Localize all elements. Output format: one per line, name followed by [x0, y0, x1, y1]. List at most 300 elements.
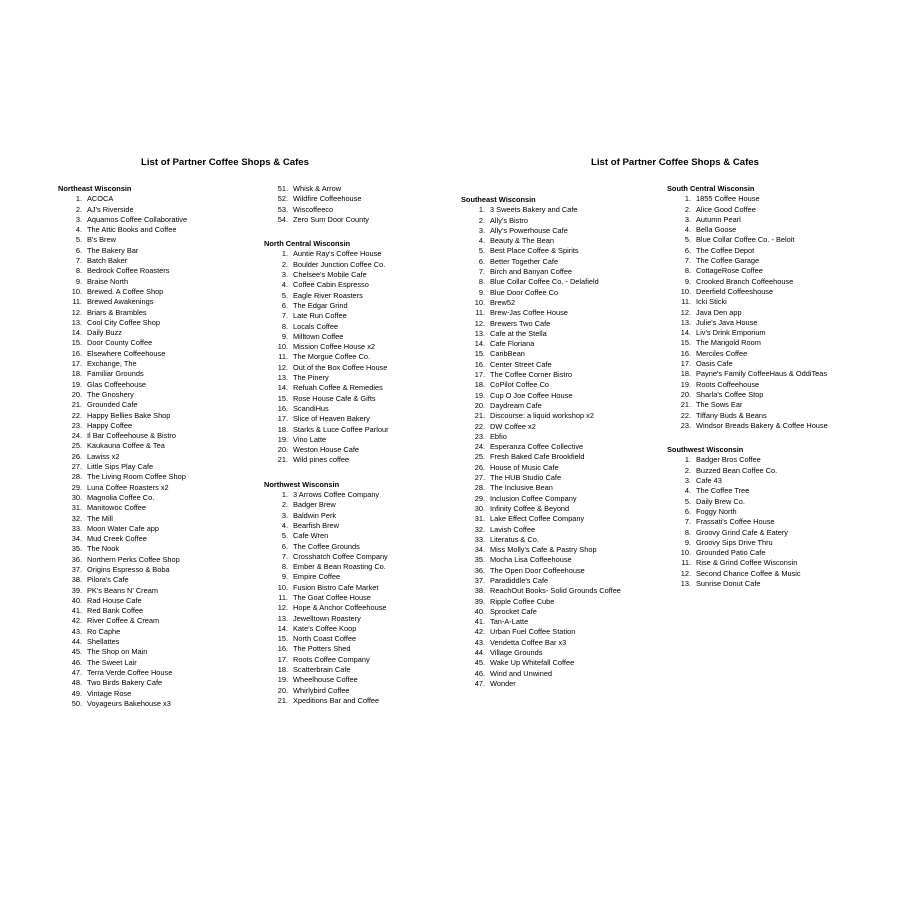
- item-number: 2.: [684, 465, 691, 475]
- item-number: 6.: [281, 541, 288, 551]
- item-number: 28.: [71, 472, 82, 482]
- item-number: 1.: [281, 490, 288, 500]
- item-number: 19.: [277, 675, 288, 685]
- list-item: [264, 675, 464, 685]
- item-name: Birch and Banyan Coffee: [490, 267, 573, 277]
- list-item: [264, 614, 464, 624]
- list-item: [667, 308, 867, 318]
- item-number: 15.: [474, 349, 485, 359]
- item-name: Coffee Cabin Espresso: [293, 280, 369, 290]
- list-item: [58, 318, 258, 328]
- item-number: 8.: [281, 321, 288, 331]
- list-item: [461, 494, 661, 504]
- section-heading: Northwest Wisconsin: [264, 479, 340, 489]
- coffee-shop-list: [461, 205, 661, 689]
- list-item: [667, 205, 867, 215]
- list-item: [461, 257, 661, 267]
- list-item: [58, 678, 258, 688]
- coffee-shop-list: [667, 194, 867, 431]
- item-name: Cup O Joe Coffee House: [490, 390, 573, 400]
- item-number: 26.: [71, 451, 82, 461]
- list-item: [461, 452, 661, 462]
- list-item: [461, 360, 661, 370]
- list-item: [58, 616, 258, 626]
- item-name: Kate's Coffee Koop: [293, 623, 357, 633]
- list-item: [461, 432, 661, 442]
- item-number: 15.: [71, 338, 82, 348]
- item-number: 5.: [684, 235, 691, 245]
- list-item: [667, 497, 867, 507]
- item-number: 11.: [72, 297, 82, 307]
- list-item: [264, 425, 464, 435]
- item-name: Ally's Powerhouse Cafe: [490, 225, 568, 235]
- list-item: [461, 380, 661, 390]
- item-name: The Sows Ear: [696, 400, 743, 410]
- list-item: [667, 528, 867, 538]
- item-name: Happy Bellies Bake Shop: [87, 410, 171, 420]
- item-number: 41.: [71, 606, 82, 616]
- list-item: [461, 422, 661, 432]
- list-item: [461, 566, 661, 576]
- item-number: 29.: [474, 493, 485, 503]
- item-name: Elsewhere Coffeehouse: [87, 348, 166, 358]
- item-name: Village Grounds: [490, 648, 543, 658]
- item-name: Hope & Anchor Coffeehouse: [293, 603, 387, 613]
- section-north-central-wisconsin: [264, 239, 464, 466]
- item-name: CoPilot Coffee Co: [490, 380, 550, 390]
- item-number: 11.: [681, 558, 691, 568]
- list-item: [461, 617, 661, 627]
- item-name: Frassati's Coffee House: [696, 517, 775, 527]
- item-name: Grounded Patio Cafe: [696, 548, 766, 558]
- item-number: 17.: [277, 414, 288, 424]
- item-number: 19.: [474, 390, 485, 400]
- column-right: [264, 184, 464, 720]
- list-item: [58, 658, 258, 668]
- section-south-central-wisconsin: [667, 184, 867, 431]
- item-number: 42.: [474, 627, 485, 637]
- list-item: [461, 339, 661, 349]
- item-number: 10.: [277, 582, 288, 592]
- item-number: 14.: [474, 339, 485, 349]
- coffee-shop-list: [264, 249, 464, 465]
- item-name: Brewers Two Cafe: [490, 318, 551, 328]
- item-number: 3.: [684, 476, 691, 486]
- item-number: 40.: [71, 595, 82, 605]
- list-item: [264, 291, 464, 301]
- item-name: Sprocket Cafe: [490, 606, 537, 616]
- list-item: [461, 349, 661, 359]
- item-name: Tan-A-Latte: [490, 617, 529, 627]
- list-item: [264, 194, 464, 204]
- item-name: The Goat Coffee House: [293, 592, 371, 602]
- item-name: Empire Coffee: [293, 572, 341, 582]
- item-number: 3.: [75, 214, 82, 224]
- coffee-shop-list: [667, 455, 867, 589]
- item-name: The Nook: [87, 544, 120, 554]
- item-name: Oasis Cafe: [696, 359, 733, 369]
- item-name: Eagle River Roasters: [293, 290, 363, 300]
- item-name: Discourse: a liquid workshop x2: [490, 411, 594, 421]
- item-name: Badger Bros Coffee: [696, 455, 761, 465]
- item-number: 13.: [680, 578, 691, 588]
- item-name: Red Bank Coffee: [87, 606, 144, 616]
- item-number: 38.: [474, 586, 485, 596]
- list-item: [667, 548, 867, 558]
- list-item: [58, 627, 258, 637]
- item-number: 12.: [680, 307, 691, 317]
- list-item: [667, 359, 867, 369]
- item-name: The Edgar Grind: [293, 300, 348, 310]
- item-number: 11.: [278, 352, 288, 362]
- item-number: 9.: [684, 537, 691, 547]
- list-item: [264, 363, 464, 373]
- item-number: 10.: [71, 286, 82, 296]
- item-name: Rose House Cafe & Gifts: [293, 393, 376, 403]
- list-item: [58, 483, 258, 493]
- item-number: 35.: [474, 555, 485, 565]
- list-item: [667, 455, 867, 465]
- item-name: The Coffee Garage: [696, 256, 760, 266]
- item-name: Braise North: [87, 276, 129, 286]
- item-number: 45.: [474, 658, 485, 668]
- list-item: [461, 370, 661, 380]
- item-number: 13.: [71, 317, 82, 327]
- list-item: [667, 538, 867, 548]
- item-number: 21.: [277, 455, 288, 465]
- item-number: 13.: [474, 328, 485, 338]
- item-number: 21.: [277, 695, 288, 705]
- item-number: 19.: [680, 379, 691, 389]
- item-name: Brewed Awakenings: [87, 297, 154, 307]
- list-item: [58, 297, 258, 307]
- item-name: Boulder Junction Coffee Co.: [293, 259, 386, 269]
- item-name: Esperanza Coffee Collective: [490, 442, 584, 452]
- item-number: 2.: [75, 204, 82, 214]
- item-name: Magnolia Coffee Co.: [87, 492, 155, 502]
- list-item: [58, 472, 258, 482]
- item-number: 1.: [684, 194, 691, 204]
- item-name: Best Place Coffee & Spirits: [490, 246, 579, 256]
- list-item: [58, 503, 258, 513]
- item-number: 16.: [277, 644, 288, 654]
- list-item: [58, 606, 258, 616]
- item-number: 6.: [478, 256, 485, 266]
- section-continued: [264, 184, 464, 225]
- list-item: [264, 603, 464, 613]
- list-item: [264, 383, 464, 393]
- list-item: [264, 280, 464, 290]
- item-number: 2.: [281, 259, 288, 269]
- item-name: Out of the Box Coffee House: [293, 362, 388, 372]
- item-number: 20.: [71, 389, 82, 399]
- item-name: Wake Up Whitefall Coffee: [490, 658, 575, 668]
- item-name: The Shop on Main: [87, 647, 148, 657]
- item-name: Scatterbrain Cafe: [293, 665, 351, 675]
- list-item: [667, 569, 867, 579]
- item-number: 21.: [680, 400, 691, 410]
- list-item: [667, 297, 867, 307]
- item-number: 20.: [474, 400, 485, 410]
- item-number: 49.: [71, 688, 82, 698]
- item-number: 26.: [474, 462, 485, 472]
- item-name: 3 Sweets Bakery and Cafe: [490, 205, 578, 215]
- list-item: [58, 421, 258, 431]
- item-name: Refuah Coffee & Remedies: [293, 383, 383, 393]
- item-number: 17.: [680, 359, 691, 369]
- list-item: [58, 277, 258, 287]
- list-item: [461, 277, 661, 287]
- item-number: 4.: [684, 225, 691, 235]
- list-item: [461, 473, 661, 483]
- item-name: Ebfio: [490, 431, 507, 441]
- item-name: The Mill: [87, 513, 113, 523]
- item-number: 8.: [684, 266, 691, 276]
- item-name: Roots Coffee Company: [293, 654, 370, 664]
- item-name: Grounded Cafe: [87, 400, 138, 410]
- list-item: [461, 597, 661, 607]
- item-number: 38.: [71, 575, 82, 585]
- item-name: The Sweet Lair: [87, 657, 137, 667]
- item-name: The Attic Books and Coffee: [87, 225, 177, 235]
- list-item: [264, 322, 464, 332]
- item-name: Origins Espresso & Boba: [87, 564, 170, 574]
- item-number: 48.: [71, 678, 82, 688]
- item-name: B's Brew: [87, 235, 116, 245]
- item-name: The Marigold Room: [696, 338, 761, 348]
- item-name: North Coast Coffee: [293, 634, 357, 644]
- item-number: 54.: [277, 214, 288, 224]
- item-number: 31.: [71, 503, 82, 513]
- list-item: [667, 411, 867, 421]
- item-number: 30.: [474, 503, 485, 513]
- list-item: [264, 332, 464, 342]
- item-name: Kaukauna Coffee & Tea: [87, 441, 165, 451]
- list-item: [461, 576, 661, 586]
- item-number: 21.: [71, 400, 82, 410]
- item-number: 4.: [281, 520, 288, 530]
- item-name: Cafe 43: [696, 476, 722, 486]
- section-northeast-wisconsin: [58, 184, 258, 709]
- item-name: CottageRose Coffee: [696, 266, 763, 276]
- item-number: 27.: [71, 462, 82, 472]
- section-heading: Southeast Wisconsin: [461, 195, 536, 204]
- list-item: [461, 411, 661, 421]
- item-number: 9.: [281, 572, 288, 582]
- list-item: [58, 349, 258, 359]
- list-item: [461, 216, 661, 226]
- item-name: Deerfield Coffeeshouse: [696, 286, 774, 296]
- item-name: Cafe at the Stella: [490, 328, 547, 338]
- list-item: [58, 452, 258, 462]
- list-item: [58, 637, 258, 647]
- item-number: 3.: [281, 270, 288, 280]
- item-name: Groovy Grind Cafe & Eatery: [696, 527, 789, 537]
- item-name: Northern Perks Coffee Shop: [87, 554, 180, 564]
- item-name: The Bakery Bar: [87, 245, 139, 255]
- item-name: Vintage Rose: [87, 688, 132, 698]
- list-item: [58, 380, 258, 390]
- item-name: The Pinery: [293, 373, 329, 383]
- item-name: Java Den app: [696, 307, 742, 317]
- list-item: [461, 236, 661, 246]
- item-name: Mocha Lisa Coffeehouse: [490, 555, 572, 565]
- item-number: 5.: [478, 246, 485, 256]
- item-number: 9.: [75, 276, 82, 286]
- list-item: [58, 555, 258, 565]
- item-number: 51.: [277, 184, 288, 193]
- item-name: Blue Collar Coffee Co. - Delafield: [490, 277, 599, 287]
- item-number: 36.: [71, 554, 82, 564]
- item-number: 37.: [71, 564, 82, 574]
- list-item: [58, 287, 258, 297]
- item-name: Literatus & Co.: [490, 534, 539, 544]
- list-item: [667, 349, 867, 359]
- item-name: The HUB Studio Cafe: [490, 473, 562, 483]
- item-name: 3 Arrows Coffee Company: [293, 490, 380, 500]
- item-number: 12.: [474, 318, 485, 328]
- list-item: [667, 400, 867, 410]
- item-name: Miss Molly's Cafe & Pastry Shop: [490, 545, 597, 555]
- item-name: Mission Coffee House x2: [293, 342, 376, 352]
- item-name: AJ's Riverside: [87, 204, 134, 214]
- list-item: [264, 352, 464, 362]
- item-number: 14.: [277, 383, 288, 393]
- list-item: [667, 466, 867, 476]
- item-name: Ally's Bistro: [490, 215, 528, 225]
- item-number: 25.: [474, 452, 485, 462]
- item-name: Exchange, The: [87, 359, 137, 369]
- list-item: [461, 648, 661, 658]
- list-item: [264, 184, 464, 194]
- list-item: [461, 627, 661, 637]
- item-name: Crooked Branch Coffeehouse: [696, 276, 794, 286]
- item-number: 11.: [278, 592, 288, 602]
- list-item: [264, 270, 464, 280]
- section-southwest-wisconsin: [667, 445, 867, 589]
- item-number: 8.: [75, 266, 82, 276]
- list-item: [667, 266, 867, 276]
- item-number: 41.: [474, 617, 485, 627]
- item-number: 13.: [277, 613, 288, 623]
- item-number: 43.: [474, 637, 485, 647]
- list-item: [461, 483, 661, 493]
- item-name: Slice of Heaven Bakery: [293, 414, 370, 424]
- item-number: 21.: [474, 411, 485, 421]
- list-item: [461, 555, 661, 565]
- item-name: Buzzed Bean Coffee Co.: [696, 465, 778, 475]
- item-number: 4.: [75, 225, 82, 235]
- list-item: [58, 431, 258, 441]
- list-item: [667, 246, 867, 256]
- item-name: Center Street Cafe: [490, 359, 552, 369]
- item-number: 44.: [71, 637, 82, 647]
- item-number: 6.: [281, 300, 288, 310]
- item-number: 2.: [478, 215, 485, 225]
- item-number: 13.: [680, 317, 691, 327]
- item-number: 10.: [680, 548, 691, 558]
- item-number: 8.: [281, 562, 288, 572]
- item-name: Ro Caphe: [87, 626, 121, 636]
- list-item: [461, 658, 661, 668]
- list-item: [264, 215, 464, 225]
- item-name: Sharla's Coffee Stop: [696, 389, 764, 399]
- item-number: 18.: [71, 369, 82, 379]
- item-name: Groovy Sips Drive Thru: [696, 537, 773, 547]
- item-number: 16.: [277, 403, 288, 413]
- item-number: 45.: [71, 647, 82, 657]
- item-name: Lake Effect Coffee Company: [490, 514, 585, 524]
- item-name: Brew52: [490, 297, 516, 307]
- list-item: [264, 696, 464, 706]
- section-heading: North Central Wisconsin: [264, 239, 351, 249]
- item-number: 5.: [281, 531, 288, 541]
- item-number: 17.: [474, 370, 485, 380]
- list-item: [667, 390, 867, 400]
- item-name: Merciles Coffee: [696, 348, 748, 358]
- item-number: 44.: [474, 648, 485, 658]
- item-name: Lavish Coffee: [490, 524, 536, 534]
- list-item: [264, 624, 464, 634]
- item-number: 5.: [684, 496, 691, 506]
- list-item: [264, 572, 464, 582]
- item-number: 6.: [684, 506, 691, 516]
- item-name: Wind and Unwined: [490, 668, 553, 678]
- item-name: Lawiss x2: [87, 451, 120, 461]
- item-name: Bearfish Brew: [293, 520, 340, 530]
- item-number: 12.: [71, 307, 82, 317]
- item-name: Terra Verde Coffee House: [87, 667, 173, 677]
- list-item: [264, 686, 464, 696]
- item-number: 40.: [474, 606, 485, 616]
- list-item: [667, 369, 867, 379]
- item-number: 15.: [680, 338, 691, 348]
- item-name: Wild pines coffee: [293, 455, 350, 465]
- list-item: [264, 655, 464, 665]
- item-name: Julie's Java House: [696, 317, 758, 327]
- item-name: Wildfire Coffeehouse: [293, 194, 362, 204]
- item-name: ReachOut Books- Solid Grounds Coffee: [490, 586, 621, 596]
- list-item: [58, 647, 258, 657]
- list-item: [264, 311, 464, 321]
- item-name: Wheelhouse Coffee: [293, 675, 358, 685]
- item-number: 1.: [75, 194, 82, 204]
- section-northwest-wisconsin: [264, 480, 464, 707]
- list-item: [667, 486, 867, 496]
- item-name: Mud Creek Coffee: [87, 534, 147, 544]
- item-number: 53.: [277, 204, 288, 214]
- list-item: [58, 534, 258, 544]
- item-name: The Open Door Coffeehouse: [490, 565, 585, 575]
- item-name: Roots Coffeehouse: [696, 379, 760, 389]
- item-number: 32.: [474, 524, 485, 534]
- list-item: [58, 266, 258, 276]
- list-item: [461, 607, 661, 617]
- list-item: [667, 507, 867, 517]
- item-number: 52.: [277, 194, 288, 204]
- item-name: Milltown Coffee: [293, 331, 344, 341]
- list-item: [58, 699, 258, 709]
- item-name: Rad House Cafe: [87, 595, 142, 605]
- item-name: Baldwin Perk: [293, 510, 337, 520]
- item-name: Wiscoffeeco: [293, 204, 334, 214]
- item-name: The Coffee Tree: [696, 486, 750, 496]
- page-title: List of Partner Coffee Shops & Cafes: [591, 157, 759, 168]
- list-item: [264, 373, 464, 383]
- item-name: River Coffee & Cream: [87, 616, 160, 626]
- item-name: Inclusion Coffee Company: [490, 493, 577, 503]
- item-number: 32.: [71, 513, 82, 523]
